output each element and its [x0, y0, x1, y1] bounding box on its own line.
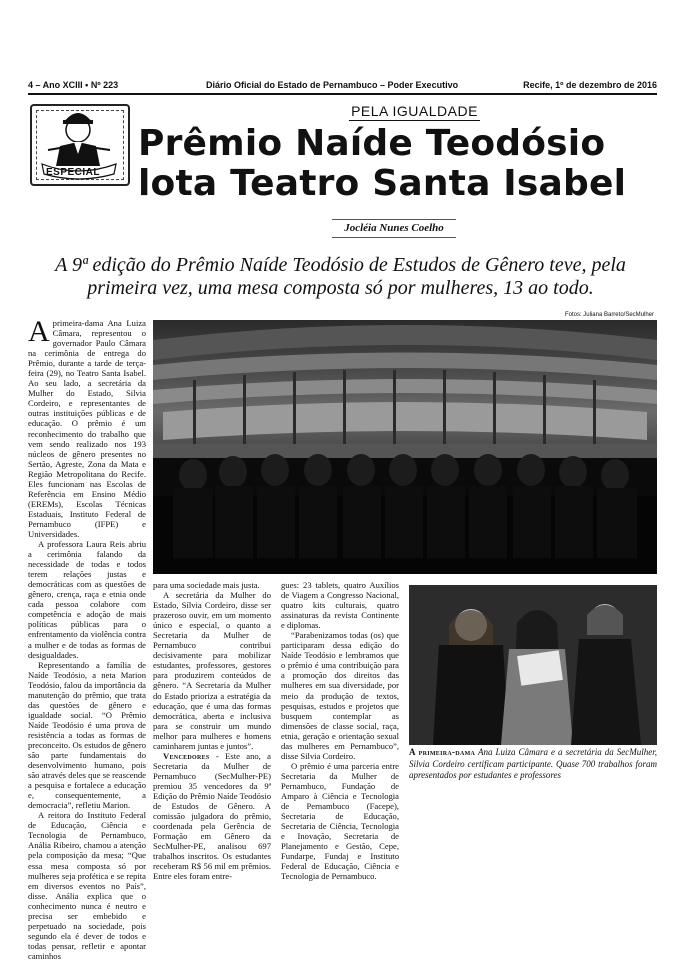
paragraph: O prêmio é uma parceria entre Secretaria da Mulher de Pernambuco, Fundação de Amparo à Ciência e Tecnologia de Pernambuco (Facepe), Secretaria de Educação, Secretaria de Ciência, Tecnologia e Inovação, Secretaria de Planejamento e Gestão, Cepe, Fundarpe, Fundaj e Instituto Federal de Educação, Ciência e Tecnologia de Pernambuco.: [281, 760, 399, 882]
paragraph: A professora Laura Reis abriu a cerimônia falando da necessidade de todas e todos terem relações justas e democráticas com as questões de gênero, crença, raça e etnia onde cada pessoa colabore com competência e adoção de mais políticas públicas para o enfrentamento da violência contra a mulher e de todas as formas de desigualdades.: [28, 539, 146, 660]
header-rule: [28, 93, 657, 95]
subhead: Vencedores: [163, 750, 210, 761]
caption-text: Ana Luiza Câmara e a secretária da SecMulher, Silvia Cordeiro certificam participante. Quase 700 trabalhos foram apresentados por estudantes e professores: [409, 747, 657, 780]
caption-lead: A primeira-dama: [409, 747, 476, 757]
running-header: [28, 80, 657, 92]
paragraph: gues: 23 tablets, quatro Auxílios de Viagem a Congresso Nacional, quatro kits culturais, quatro assinaturas da revista Continente e diplomas.: [281, 580, 399, 631]
headline-line-2: lota Teatro Santa Isabel: [138, 163, 627, 204]
paragraph: Aprimeira-dama Ana Luiza Câmara, representou o governador Paulo Câmara na cerimônia de entrega do Prêmio, durante a tarde de terça-feira (29), no Teatro Santa Isabel. Ao seu lado, a secretária da Mulher do Estado, Silvia Cordeiro, e representantes de outras instituições públicas e de educação. O prêmio é um reconhecimento do trabalho que vem sendo realizado nos 193 núcleos de gênero presentes no Sertão, Agreste, Zona da Mata e Região Metropolitana do Recife. Eles funcionam nas Escolas de Referência em Ensino Médio (EREMs), Escolas Técnicas Estaduais, Instituto Federal de Pernambuco (IFPE) e Universidades.: [28, 315, 146, 539]
theater-photo: [153, 320, 657, 574]
headline-line-1: Prêmio Naíde Teodósio: [138, 123, 606, 164]
theater-scene-illustration: [153, 320, 657, 574]
drop-cap: A: [28, 315, 50, 348]
byline: Jocléia Nunes Coelho: [332, 219, 456, 238]
header-edition: 4 – Ano XCIII • Nº 223: [28, 80, 119, 90]
article-column-2: [153, 580, 271, 882]
paragraph: A secretária da Mulher do Estado, Sílvia Cordeiro, disse ser prazeroso ouvir, em um momento único e especial, o quanto a Secretaria da Mulher de Pernambuco contribui decisivamente para mobilizar estudantes, professores, gestores para produzirem conteúdos de gênero. “A Secretaria da Mulher do Estado prioriza a estratégia da educação, que é uma das formas democrática, aberta e inclusiva para se construir um mundo melhor para mulheres e homens caminharem juntas e juntos”.: [153, 590, 271, 751]
header-publication: Diário Oficial do Estado de Pernambuco – Poder Executivo: [206, 80, 459, 90]
paragraph: Vencedores - Este ano, a Secretaria da Mulher de Pernambuco (SecMulher-PE) premiou 35 vencedores da 9ª Edição do Prêmio Naíde Teodósio de Estudos de Gênero. A comissão julgadora do prêmio, coordenada pela Gerência de Formação em Gênero da SecMulher-PE, analisou 697 trabalhos inscritos. Os estudantes receberam R$ 56 mil em prêmios. Entre eles foram entre-: [153, 750, 271, 882]
photo-credit: Fotos: Juliana Barreto/SecMulher: [564, 312, 654, 318]
kicker-text: PELA IGUALDADE: [351, 103, 478, 119]
section-kicker: [0, 103, 681, 121]
paragraph: para uma sociedade mais justa.: [153, 580, 260, 590]
article-column-3: [281, 580, 399, 882]
paragraph: Representando a família de Naíde Teodósio, a neta Marion Teodósio, falou da importância da manutenção do prêmio, que trata das questões de gênero e igualdade social. “O Prêmio Naíde Teodósio é uma prova de resistência a todas as formas de preconceito. Os estudos de gênero são parte fundamentais do desenvolvimento humano, pois são através deles que se reascende a pesquisa e fortalece a educação e, consequentemente, a democracia”, refletiu Marion.: [28, 659, 146, 811]
photo-caption: [409, 747, 657, 782]
article-column-1: [28, 315, 146, 961]
paragraph: “Parabenizamos todas (os) que participaram dessa edição do Naíde Teodósio e lembramos que o prêmio é uma contribuição para a promoção dos direitos das mulheres em sua diversidade, por meio da produção de textos, pesquisas, estudos e projetos que busquem contemplar as dimensões de classe social, raça, etnia, geração e orientação sexual das mulheres em Pernambuco”, disse Silvia Cordeiro.: [281, 630, 399, 761]
ceremony-photo: [409, 585, 657, 745]
header-date: Recife, 1º de dezembro de 2016: [523, 80, 657, 90]
stamp-label: ESPECIAL: [46, 167, 101, 178]
article-headline: [138, 124, 658, 204]
paragraph: A reitora do Instituto Federal de Educação, Ciência e Tecnologia de Pernambuco, Anália Ribeiro, chamou a atenção pela composição da mesa; “Que essa mesa composta só por mulheres seja profética e se repita em diversos eventos no País”, disse. Anália explica que o conhecimento nunca é neutro e precisa ser embebido e perpetuado na sociedade, pois segundo ela é dever de todos e todas pensar, refletir e apontar caminhos: [28, 810, 146, 961]
lead-paragraph: A 9ª edição do Prêmio Naíde Teodósio de Estudos de Gênero teve, pela primeira vez, uma mesa composta só por mulheres, 13 ao todo.: [55, 254, 626, 299]
award-scene-illustration: [409, 585, 657, 745]
